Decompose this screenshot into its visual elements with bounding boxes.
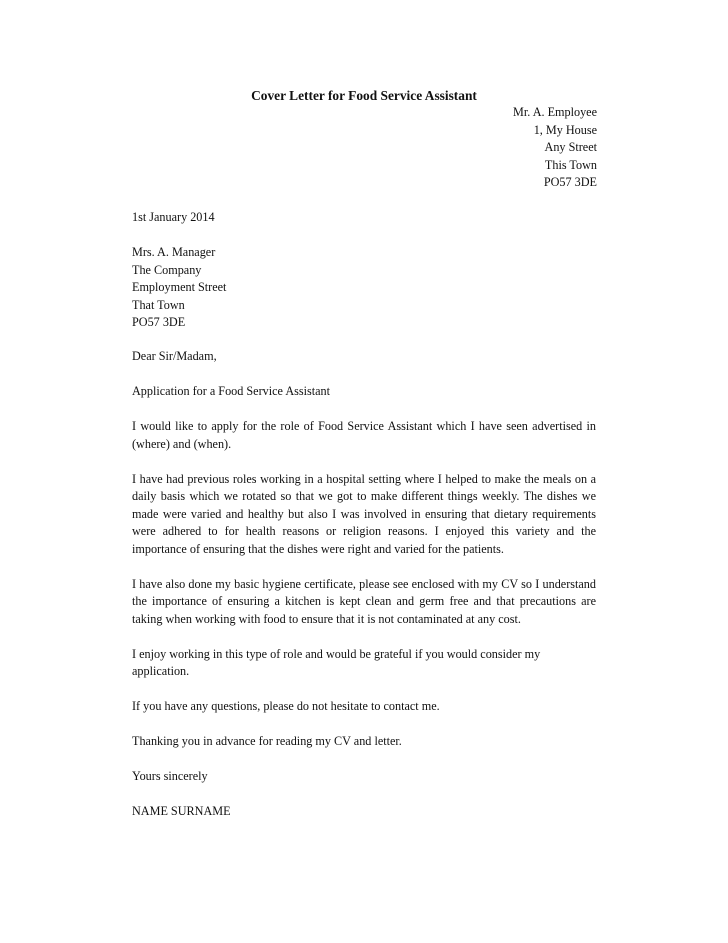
subject-line: Application for a Food Service Assistant: [132, 384, 331, 398]
body-paragraph-1: I would like to apply for the role of Food Service Assistant which I have seen advertised in (where) and (when).: [132, 419, 596, 451]
sender-postcode: PO57 3DE: [543, 175, 597, 189]
closing: Yours sincerely: [132, 769, 208, 783]
sender-address-line2: Any Street: [544, 140, 597, 154]
recipient-town: That Town: [132, 297, 185, 312]
body-paragraph-5: If you have any questions, please do not hesitate to contact me.: [132, 699, 440, 713]
recipient-postcode: PO57 3DE: [132, 315, 186, 329]
recipient-company: The Company: [132, 262, 202, 277]
body-paragraph-2: I have had previous roles working in a hospital setting where I helped to make the meals on a daily basis which we rotated so that we got to make different things weekly. The dishes we made were varied and healthy but also I was involved in ensuring that dietary requirements were adhered to for health reasons or religion reasons. I enjoyed this variety and the importance of ensuring that the dishes were right and varied for the patients.: [132, 471, 596, 556]
sender-town: This Town: [544, 157, 597, 172]
letter-title: Cover Letter for Food Service Assistant: [251, 88, 477, 103]
recipient-street: Employment Street: [132, 280, 227, 294]
sender-name: Mr. A. Employee: [513, 105, 597, 119]
signature-name: NAME SURNAME: [132, 804, 231, 818]
salutation: Dear Sir/Madam,: [132, 349, 217, 363]
recipient-address: [132, 244, 226, 332]
letter-body: [132, 348, 596, 838]
recipient-name: Mrs. A. Manager: [132, 245, 216, 259]
letter-date: 1st January 2014: [132, 210, 215, 224]
sender-address: [513, 104, 597, 192]
body-paragraph-4: I enjoy working in this type of role and would be grateful if you would consider my application.: [132, 646, 541, 678]
body-paragraph-6: Thanking you in advance for reading my CV and letter.: [132, 734, 402, 748]
sender-address-line1: 1, My House: [533, 122, 597, 137]
body-paragraph-3: I have also done my basic hygiene certificate, please see enclosed with my CV so I understand the importance of ensuring a kitchen is kept clean and germ free and that precautions are taking when working with food to ensure that it is not contaminated at any cost.: [132, 576, 596, 626]
